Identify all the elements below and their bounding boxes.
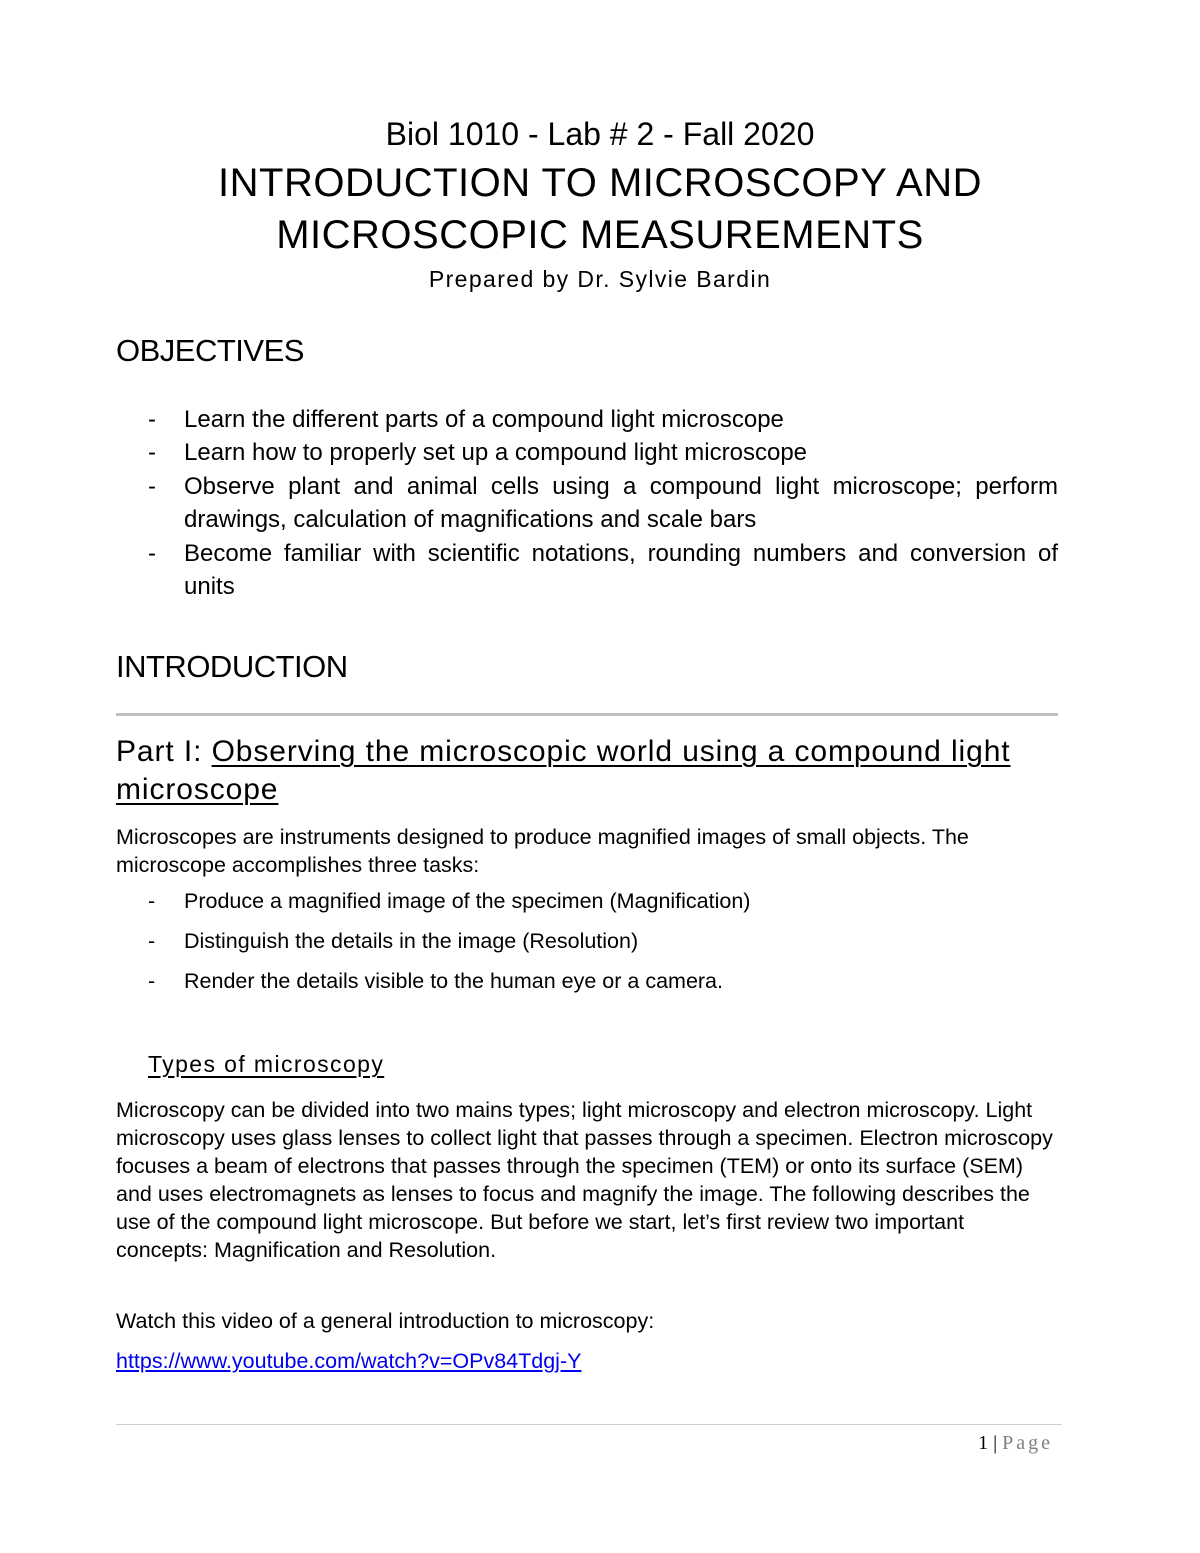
list-item — [116, 929, 1058, 969]
list-item — [116, 889, 1058, 929]
list-dash: - — [148, 539, 156, 567]
part-heading — [116, 733, 1058, 809]
list-dash: - — [148, 439, 156, 467]
footer-separator: | — [993, 1432, 998, 1454]
list-dash: - — [148, 406, 156, 433]
list-item-text: Observe plant and animal cells using a compound light microscope; perform drawings, calculation of magnifications and scale bars — [184, 472, 1058, 534]
video-link[interactable]: https://www.youtube.com/watch?v=OPv84Tdgj-Y — [116, 1349, 582, 1373]
introduction-heading: INTRODUCTION — [116, 649, 348, 684]
list-item — [116, 436, 1058, 469]
types-paragraph: Microscopy can be divided into two mains types; light microscopy and electron microscopy. Light microscopy uses glass lenses to collect light that passes through a specimen. Electron microscopy focuses a beam of electrons that passes through the specimen (TEM) or onto its surface (SEM) and uses electromagnets as lenses to focus and magnify the image. The following describes the use of the compound light microscope. But before we start, let’s first review two important concepts: Magnification and Resolution. — [116, 1098, 1053, 1262]
list-item-text: Learn how to properly set up a compound light microscope — [184, 439, 808, 467]
tasks-list — [116, 889, 1058, 1009]
list-item-text: Learn the different parts of a compound light microscope — [184, 406, 784, 433]
list-dash: - — [148, 969, 156, 993]
part-label: Part I: — [116, 735, 212, 768]
course-line: Biol 1010 - Lab # 2 - Fall 2020 — [385, 116, 815, 152]
list-item — [116, 403, 1058, 436]
list-item-text: Become familiar with scientific notations, rounding numbers and conversion of units — [184, 539, 1058, 601]
prepared-by: Prepared by Dr. Sylvie Bardin — [428, 266, 772, 292]
page-number: 1 — [978, 1432, 989, 1454]
footer-divider — [116, 1424, 1062, 1425]
objectives-heading: OBJECTIVES — [116, 333, 304, 368]
objectives-list — [116, 403, 1058, 603]
list-dash: - — [148, 472, 156, 500]
list-dash: - — [148, 889, 156, 913]
types-heading: Types of microscopy — [148, 1051, 385, 1077]
intro-paragraph: Microscopes are instruments designed to produce magnified images of small objects. The microscope accomplishes three tasks: — [116, 825, 969, 877]
page-label: Page — [1002, 1432, 1053, 1454]
list-item-text: Produce a magnified image of the specimen (Magnification) — [184, 889, 751, 913]
list-item — [116, 470, 1058, 537]
list-dash: - — [148, 929, 156, 953]
title-line-2: MICROSCOPIC MEASUREMENTS — [276, 213, 924, 257]
watch-text: Watch this video of a general introduction to microscopy: — [116, 1309, 655, 1333]
title-line-1: INTRODUCTION TO MICROSCOPY AND — [218, 161, 982, 205]
list-item — [116, 969, 1058, 1009]
section-divider — [116, 713, 1058, 716]
list-item-text: Render the details visible to the human eye or a camera. — [184, 969, 723, 993]
list-item — [116, 537, 1058, 604]
list-item-text: Distinguish the details in the image (Resolution) — [184, 929, 639, 953]
page-footer — [978, 1432, 1053, 1455]
part-title: Observing the microscopic world using a compound light microscope — [116, 735, 1011, 806]
